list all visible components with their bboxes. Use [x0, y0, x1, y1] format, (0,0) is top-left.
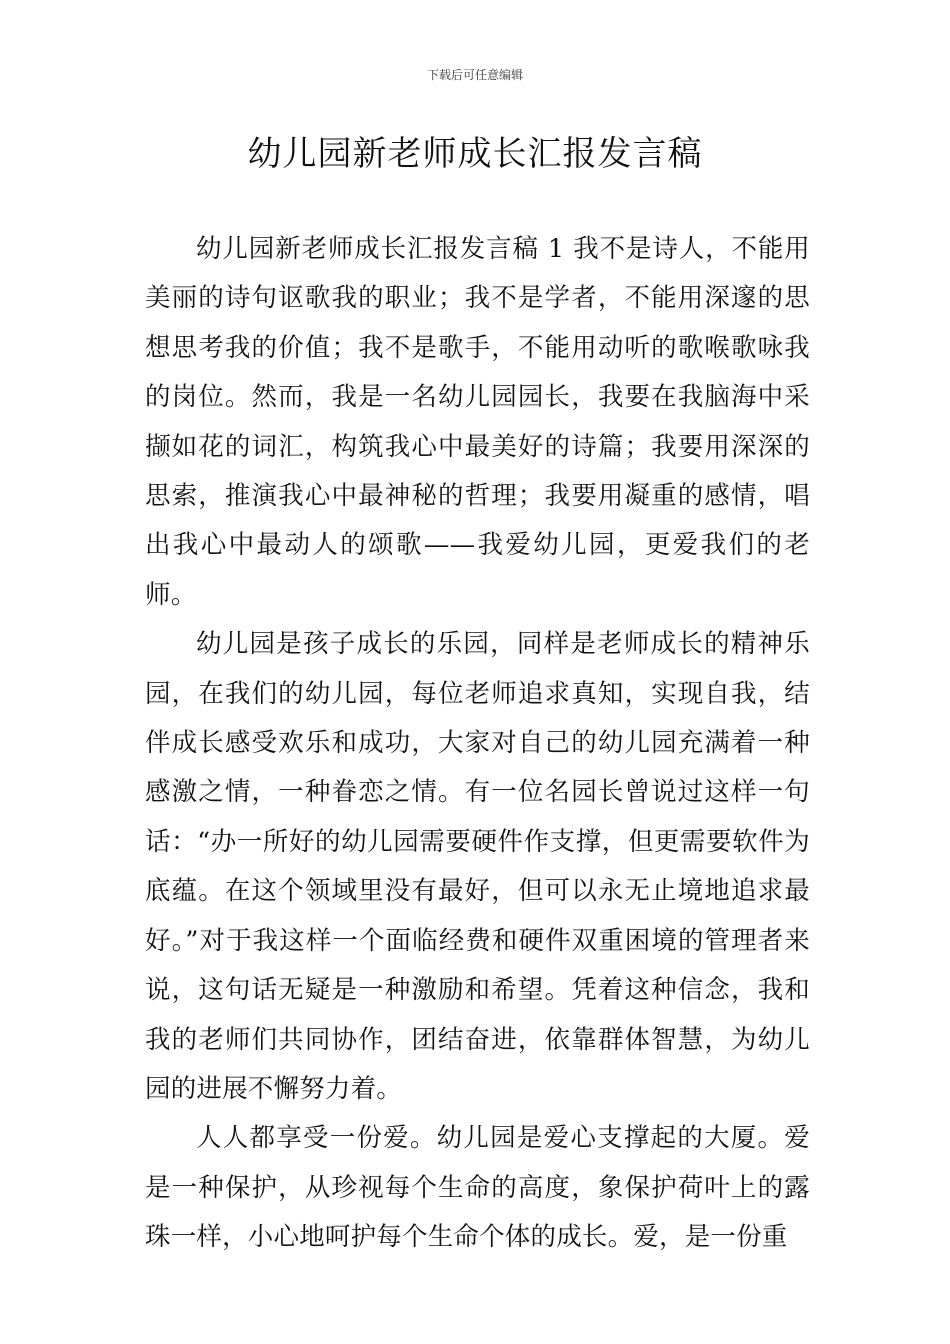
paragraph-1: 幼儿园新老师成长汇报发言稿 1 我不是诗人，不能用美丽的诗句讴歌我的职业；我不是学者，不能用深邃的思想思考我的价值；我不是歌手，不能用动听的歌喉歌咏我的岗位。然而，我是一名幼儿园园长，我要在我脑海中采撷如花的词汇，构筑我心中最美好的诗篇；我要用深深的思索，推演我心中最神秘的哲理；我要用凝重的感情，唱出我心中最动人的颂歌——我爱幼儿园，更爱我们的老师。	[145, 234, 810, 610]
document-body	[145, 225, 810, 1263]
paragraph-3: 人人都享受一份爱。幼儿园是爱心支撑起的大厦。爱是一种保护，从珍视每个生命的高度，象保护荷叶上的露珠一样，小心地呵护每个生命个体的成长。爱，是一份重	[145, 1123, 810, 1253]
header-note: 下载后可任意编辑	[426, 68, 523, 82]
paragraph-2: 幼儿园是孩子成长的乐园，同样是老师成长的精神乐园，在我们的幼儿园，每位老师追求真知，实现自我，结伴成长感受欢乐和成功，大家对自己的幼儿园充满着一种感激之情，一种眷恋之情。有一位名园长曾说过这样一句话：“办一所好的幼儿园需要硬件作支撑，但更需要软件为底蕴。在这个领域里没有最好，但可以永无止境地追求最好。”对于我这样一个面临经费和硬件双重困境的管理者来说，这句话无疑是一种激励和希望。凭着这种信念，我和我的老师们共同协作，团结奋进，依靠群体智慧，为幼儿园的进展不懈努力着。	[145, 629, 810, 1104]
document-title: 幼儿园新老师成长汇报发言稿	[247, 134, 703, 174]
